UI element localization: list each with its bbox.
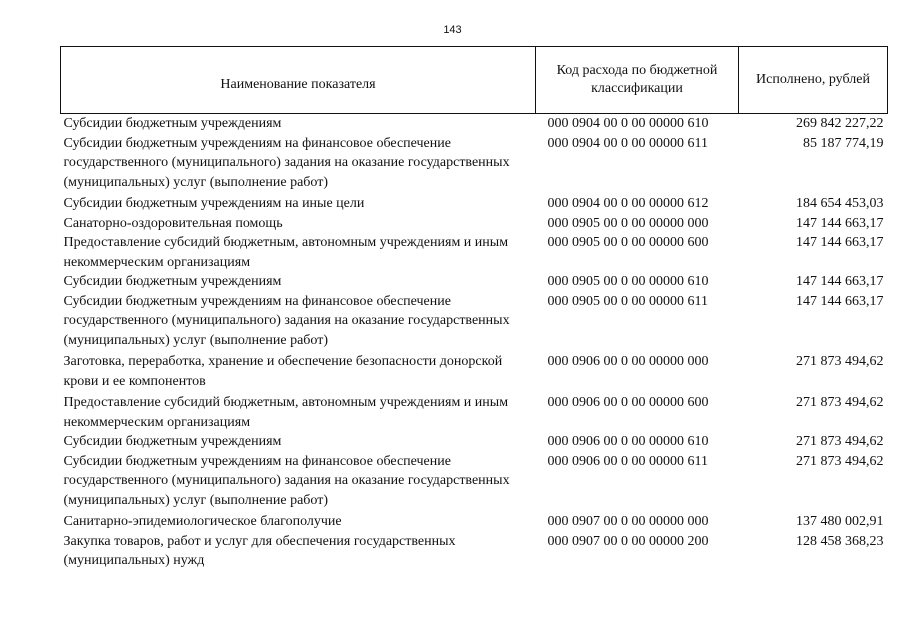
header-indicator-name: Наименование показателя xyxy=(61,47,536,114)
row-name: Субсидии бюджетным учреждениям на иные цели xyxy=(63,196,365,211)
row-name: Субсидии бюджетным учреждениям на финансовое обеспечение государственного (муниципального) задания на оказание государственных (муниципальных) услуг (выполнение работ) xyxy=(63,293,510,348)
row-amount: 137 480 002,91 xyxy=(796,514,884,529)
table-row xyxy=(61,272,888,292)
table-row xyxy=(61,233,888,272)
table-row xyxy=(61,452,888,511)
row-code: 000 0905 00 0 00 00000 611 xyxy=(547,293,708,309)
table-row xyxy=(61,134,888,193)
row-code: 000 0904 00 0 00 00000 612 xyxy=(547,196,709,211)
row-code: 000 0905 00 0 00 00000 000 xyxy=(547,215,709,231)
row-amount: 271 873 494,62 xyxy=(796,434,884,449)
row-code: 000 0905 00 0 00 00000 600 xyxy=(547,235,709,250)
row-amount: 271 873 494,62 xyxy=(796,453,884,469)
row-code: 000 0904 00 0 00 00000 610 xyxy=(547,116,709,131)
row-code: 000 0906 00 0 00 00000 611 xyxy=(547,453,708,469)
row-name: Субсидии бюджетным учреждениям на финансовое обеспечение государственного (муниципального) задания на оказание государственных (муниципальных) услуг (выполнение работ) xyxy=(63,453,510,508)
row-amount: 147 144 663,17 xyxy=(796,293,884,309)
row-code: 000 0906 00 0 00 00000 600 xyxy=(547,395,709,410)
budget-execution-table xyxy=(60,46,888,571)
row-amount: 128 458 368,23 xyxy=(796,533,884,549)
row-amount: 271 873 494,62 xyxy=(796,354,884,369)
row-name: Субсидии бюджетным учреждениям xyxy=(63,434,282,449)
row-name: Субсидии бюджетным учреждениям на финансовое обеспечение государственного (муниципального) задания на оказание государственных (муниципальных) услуг (выполнение работ) xyxy=(63,135,510,190)
row-amount: 85 187 774,19 xyxy=(803,135,884,151)
table-row xyxy=(61,292,888,351)
row-name: Субсидии бюджетным учреждениям xyxy=(63,274,282,289)
table-row xyxy=(61,432,888,452)
table-row xyxy=(61,532,888,571)
row-amount: 147 144 663,17 xyxy=(796,274,884,289)
row-code: 000 0907 00 0 00 00000 000 xyxy=(547,514,709,529)
table-row xyxy=(61,350,888,391)
page-number: 143 xyxy=(443,24,462,36)
row-amount: 147 144 663,17 xyxy=(796,235,884,250)
table-row xyxy=(61,391,888,432)
row-code: 000 0904 00 0 00 00000 611 xyxy=(547,135,708,151)
row-code: 000 0907 00 0 00 00000 200 xyxy=(547,533,709,549)
row-name: Закупка товаров, работ и услуг для обеспечения государственных (муниципальных) нужд xyxy=(63,533,456,568)
table-row xyxy=(61,510,888,532)
row-name: Предоставление субсидий бюджетным, автономным учреждениям и иным некоммерческим организациям xyxy=(63,395,509,430)
table-header-row xyxy=(61,47,888,114)
row-amount: 271 873 494,62 xyxy=(796,395,884,410)
table-row xyxy=(61,214,888,234)
row-name: Предоставление субсидий бюджетным, автономным учреждениям и иным некоммерческим организациям xyxy=(63,235,509,270)
row-amount: 184 654 453,03 xyxy=(796,196,884,211)
row-name: Заготовка, переработка, хранение и обеспечение безопасности донорской крови и ее компонентов xyxy=(63,354,503,389)
table-row xyxy=(61,114,888,134)
row-code: 000 0906 00 0 00 00000 000 xyxy=(547,354,709,369)
row-amount: 269 842 227,22 xyxy=(796,116,884,131)
row-code: 000 0905 00 0 00 00000 610 xyxy=(547,274,709,289)
row-name: Субсидии бюджетным учреждениям xyxy=(63,116,282,131)
table-row xyxy=(61,192,888,214)
row-code: 000 0906 00 0 00 00000 610 xyxy=(547,434,709,449)
header-executed-amount: Исполнено, рублей xyxy=(739,47,888,114)
row-name: Санитарно-эпидемиологическое благополучие xyxy=(63,514,342,529)
header-budget-code: Код расхода по бюджетной классификации xyxy=(536,47,739,114)
row-name: Санаторно-оздоровительная помощь xyxy=(63,215,283,231)
row-amount: 147 144 663,17 xyxy=(796,215,884,231)
